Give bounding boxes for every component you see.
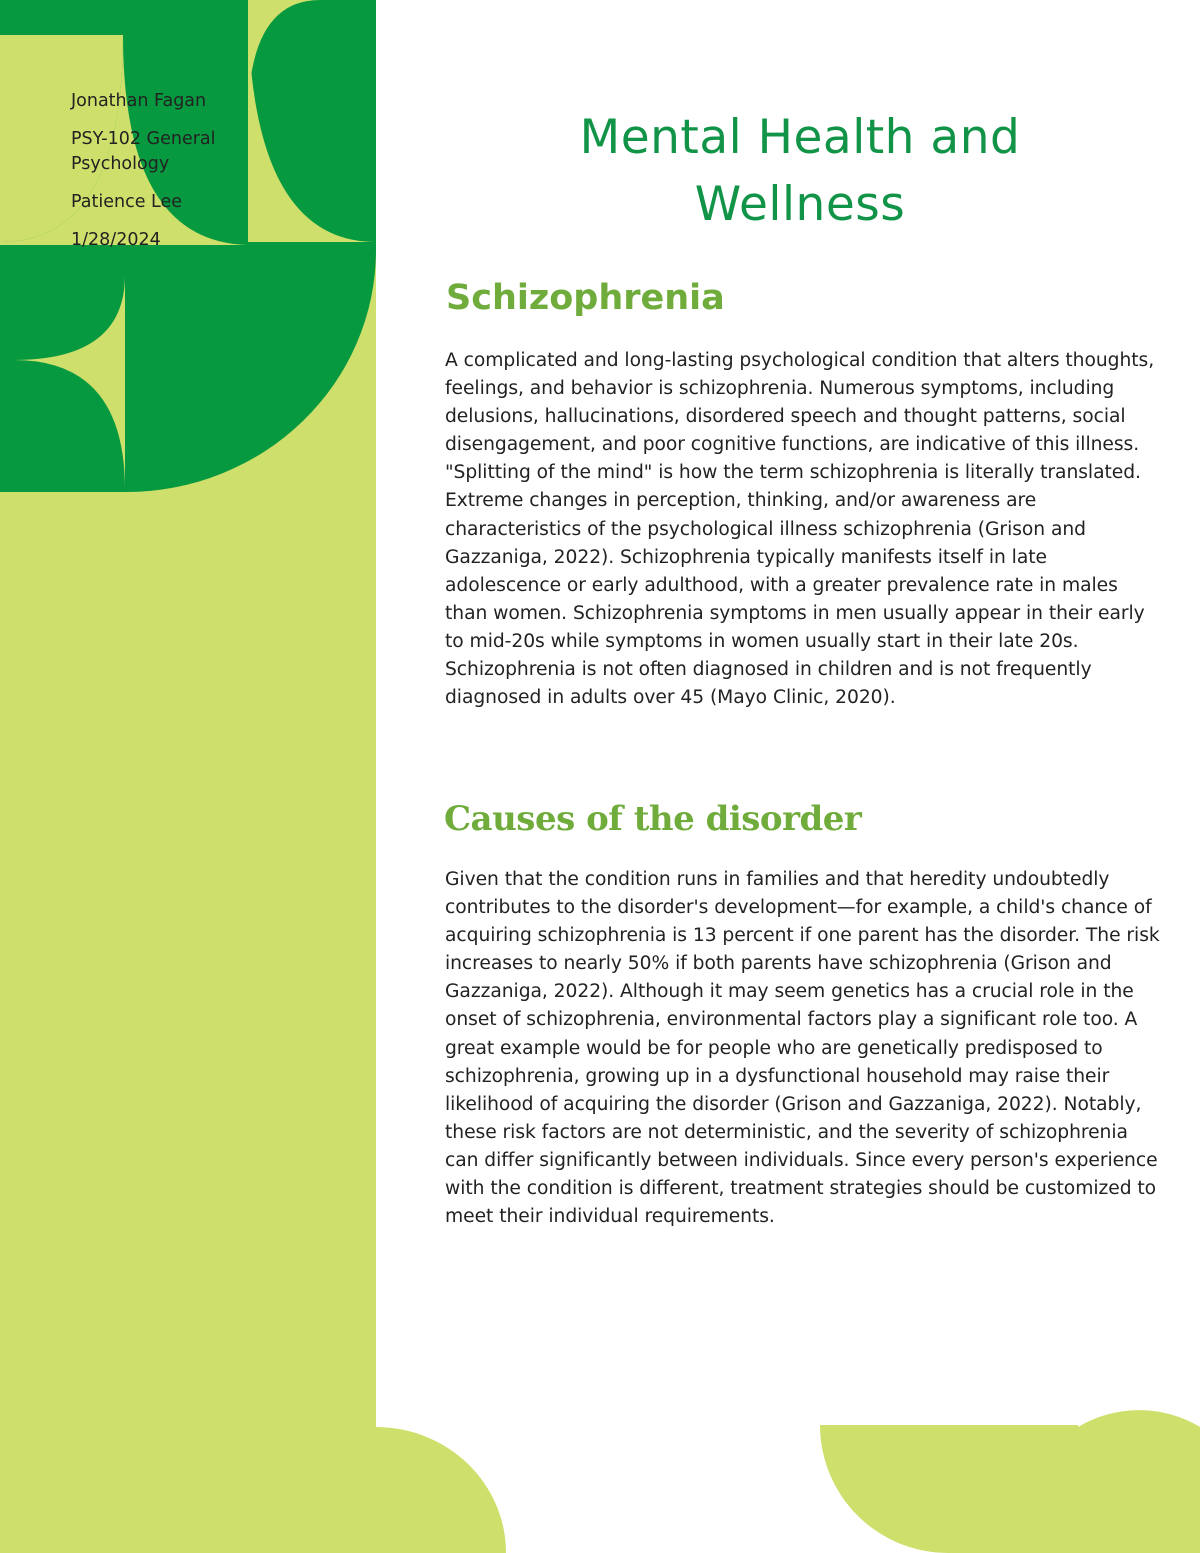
section-heading-schizophrenia: Schizophrenia <box>446 278 725 318</box>
lime-bottom-right-half <box>820 1425 1078 1553</box>
submission-date: 1/28/2024 <box>71 230 161 250</box>
document-title: Mental Health and Wellness <box>579 110 1021 232</box>
author-name: Jonathan Fagan <box>71 91 207 111</box>
lime-bottom-left-quarter <box>376 1427 506 1553</box>
author-info <box>71 89 271 266</box>
section-heading-causes: Causes of the disorder <box>444 799 862 839</box>
section-body-schizophrenia: A complicated and long-lasting psychological condition that alters thoughts, feelings, and behavior is schizophrenia. Numerous symptoms, including delusions, hallucinations, disordered speech and thought patterns, social disengagement, and poor cognitive functions, are indicative of this illness. "Splitting of the mind" is how the term schizophrenia is literally translated. Extreme changes in perception, thinking, and/or awareness are characteristics of the psychological illness schizophrenia (Grison and Gazzaniga, 2022). Schizophrenia typically manifests itself in late adolescence or early adulthood, with a greater prevalence rate in males than women. Schizophrenia symptoms in men usually appear in their early to mid-20s while symptoms in women usually start in their late 20s. Schizophrenia is not often diagnosed in children and is not frequently diagnosed in adults over 45 (Mayo Clinic, 2020). <box>445 350 1155 709</box>
instructor-name: Patience Lee <box>71 192 182 212</box>
course-name: PSY-102 General Psychology <box>71 129 216 174</box>
lime-bottom-right-quarter <box>1078 1410 1200 1553</box>
section-body-causes: Given that the condition runs in families and that heredity undoubtedly contributes to the disorder's development—for example, a child's chance of acquiring schizophrenia is 13 percent if one parent has the disorder. The risk increases to nearly 50% if both parents have schizophrenia (Grison and Gazzaniga, 2022). Although it may seem genetics has a crucial role in the onset of schizophrenia, environmental factors play a significant role too. A great example would be for people who are genetically predisposed to schizophrenia, growing up in a dysfunctional household may raise their likelihood of acquiring the disorder (Grison and Gazzaniga, 2022). Notably, these risk factors are not deterministic, and the severity of schizophrenia can differ significantly between individuals. Since every person's experience with the condition is different, treatment strategies should be customized to meet their individual requirements. <box>445 869 1160 1228</box>
